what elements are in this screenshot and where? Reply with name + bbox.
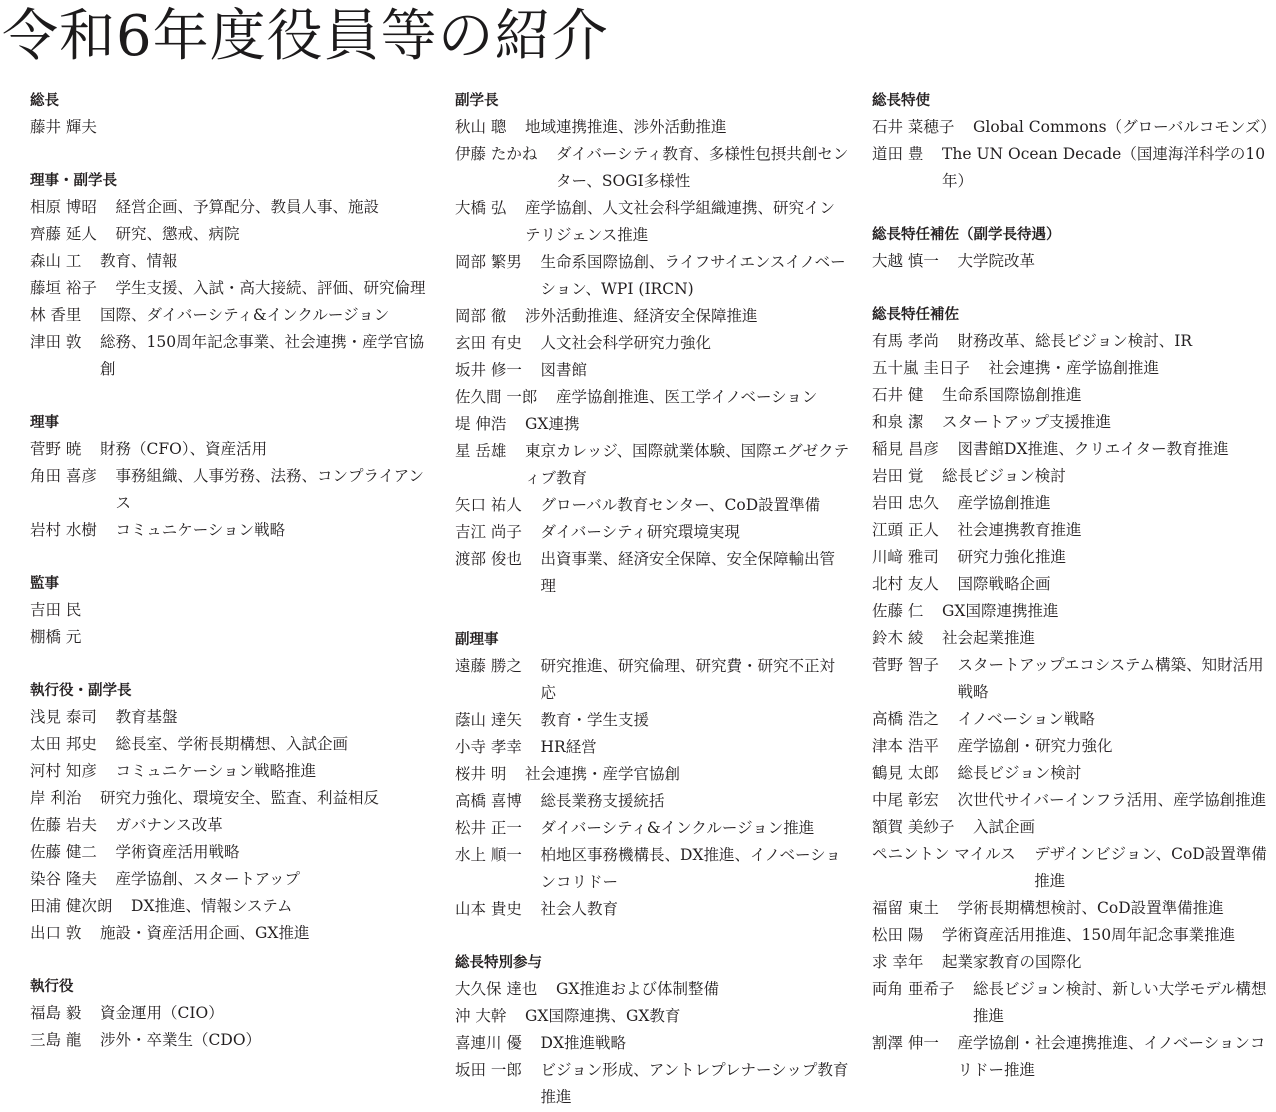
member-name: 松田 陽: [872, 926, 924, 944]
member-entry: [872, 114, 1276, 141]
member-role: 社会連携教育推進: [957, 521, 1082, 539]
member-name: 両角 亜希子: [872, 980, 955, 998]
role-section: [30, 88, 430, 141]
member-entry: [30, 436, 430, 463]
member-name: 喜連川 優: [455, 1034, 522, 1052]
member-entry: [30, 1000, 430, 1027]
member-role: Global Commons（グローバルコモンズ）: [973, 118, 1276, 136]
member-entry: [872, 814, 1272, 841]
member-entry: [30, 839, 430, 866]
section-title: 総長特使: [872, 93, 930, 109]
member-role: GX連携: [525, 415, 580, 433]
member-role: 総務、150周年記念事業、社会連携・産学官協創: [100, 333, 425, 378]
member-name: 岩村 水樹: [30, 521, 97, 539]
member-name: 高橋 浩之: [872, 710, 939, 728]
member-role: コミュニケーション戦略推進: [115, 762, 317, 780]
member-entry: [30, 812, 430, 839]
role-section: [30, 168, 430, 383]
member-name: 沖 大幹: [455, 1007, 507, 1025]
member-name: 岡部 繁男: [455, 253, 522, 271]
member-entry: [872, 841, 1272, 895]
member-entry: [872, 463, 1272, 490]
member-role: 事務組織、人事労務、法務、コンプライアンス: [115, 467, 424, 512]
member-name: 石井 健: [872, 386, 924, 404]
member-name: 大橋 弘: [455, 199, 507, 217]
member-role: 次世代サイバーインフラ活用、産学協創推進: [957, 791, 1267, 809]
member-entry: [30, 893, 430, 920]
member-name: 岸 利治: [30, 789, 82, 807]
page-title: 令和6年度役員等の紹介: [2, 4, 609, 69]
member-entry: [455, 357, 850, 384]
member-name: 川﨑 雅司: [872, 548, 939, 566]
member-name: 坂井 修一: [455, 361, 522, 379]
member-name: 三島 龍: [30, 1031, 82, 1049]
section-title: 総長特任補佐: [872, 307, 959, 323]
member-name: 津田 敦: [30, 333, 82, 351]
member-name: 佐久間 一郎: [455, 388, 538, 406]
member-name: 藤垣 裕子: [30, 279, 97, 297]
member-role: 研究、懲戒、病院: [115, 225, 240, 243]
member-entry: [455, 195, 850, 249]
member-entry: [872, 922, 1272, 949]
member-entry: [455, 976, 850, 1003]
member-entry: [872, 571, 1272, 598]
member-role: 入試企画: [973, 818, 1036, 836]
member-name: 中尾 彰宏: [872, 791, 939, 809]
member-role: 図書館DX推進、クリエイター教育推進: [957, 440, 1229, 458]
section-spacer: [455, 600, 850, 627]
member-role: 東京カレッジ、国際就業体験、国際エグゼクティブ教育: [525, 442, 850, 487]
member-name: 浅見 泰司: [30, 708, 97, 726]
member-entry: [872, 895, 1272, 922]
member-name: 江頭 正人: [872, 521, 939, 539]
member-name: 鶴見 太郎: [872, 764, 939, 782]
member-entry: [872, 1030, 1272, 1084]
member-name: 堤 伸浩: [455, 415, 507, 433]
member-role: 産学協創推進: [957, 494, 1051, 512]
member-name: 染谷 隆夫: [30, 870, 97, 888]
member-name: 求 幸年: [872, 953, 924, 971]
member-role: グローバル教育センター、CoD設置準備: [540, 496, 821, 514]
member-name: 坂田 一郎: [455, 1061, 522, 1079]
member-name: 有馬 孝尚: [872, 332, 939, 350]
member-name: 額賀 美紗子: [872, 818, 955, 836]
member-role: 国際、ダイバーシティ&インクルージョン: [100, 306, 390, 324]
member-entry: [455, 519, 850, 546]
member-name: 玄田 有史: [455, 334, 522, 352]
member-name: 佐藤 仁: [872, 602, 924, 620]
member-role: スタートアップエコシステム構築、知財活用戦略: [957, 656, 1264, 701]
member-role: 総長業務支援統括: [540, 792, 665, 810]
member-entry: [30, 920, 430, 947]
member-name: 森山 工: [30, 252, 82, 270]
member-role: 産学協創・研究力強化: [957, 737, 1113, 755]
section-spacer: [30, 141, 430, 168]
section-title: 副学長: [455, 93, 499, 109]
member-name: 岡部 徹: [455, 307, 507, 325]
member-role: HR経営: [540, 738, 597, 756]
member-name: 遠藤 勝之: [455, 657, 522, 675]
member-name: 岩田 覚: [872, 467, 924, 485]
member-entry: [455, 1003, 850, 1030]
section-spacer: [30, 383, 430, 410]
member-name: 鈴木 綾: [872, 629, 924, 647]
member-name: 藤井 輝夫: [30, 118, 97, 136]
member-entry: [30, 329, 430, 383]
member-entry: [455, 249, 850, 303]
member-entry: [30, 597, 430, 624]
section-spacer: [30, 947, 430, 974]
member-entry: [30, 704, 430, 731]
member-role: 生命系国際協創推進: [942, 386, 1082, 404]
member-name: 山本 貴史: [455, 900, 522, 918]
member-name: 佐藤 岩夫: [30, 816, 97, 834]
member-name: 菅野 智子: [872, 656, 939, 674]
member-entry: [872, 652, 1272, 706]
member-name: 石井 菜穂子: [872, 118, 955, 136]
member-entry: [455, 330, 850, 357]
member-name: 小寺 孝幸: [455, 738, 522, 756]
member-role: 生命系国際協創、ライフサイエンスイノベーション、WPI (IRCN): [540, 253, 846, 298]
member-name: 吉江 尚子: [455, 523, 522, 541]
member-role: 社会連携・産学官協創: [525, 765, 681, 783]
section-title: 総長特任補佐（副学長待遇）: [872, 227, 1061, 243]
member-role: 総長ビジョン検討: [957, 764, 1082, 782]
member-name: 道田 豊: [872, 145, 924, 163]
member-entry: [455, 438, 850, 492]
member-name: 五十嵐 圭日子: [872, 359, 970, 377]
member-role: 教育基盤: [115, 708, 178, 726]
column-3: [872, 88, 1276, 1084]
member-name: 岩田 忠久: [872, 494, 939, 512]
section-spacer: [872, 195, 1272, 222]
section-title: 総長特別参与: [455, 955, 542, 971]
member-entry: [30, 1027, 430, 1054]
member-name: 和泉 潔: [872, 413, 924, 431]
member-entry: [872, 625, 1272, 652]
member-name: 福留 東土: [872, 899, 939, 917]
member-name: 林 香里: [30, 306, 82, 324]
member-entry: [30, 758, 430, 785]
member-role: ビジョン形成、アントレプレナーシップ教育推進: [540, 1061, 849, 1106]
member-entry: [872, 328, 1272, 355]
member-entry: [455, 546, 850, 600]
member-entry: [872, 436, 1272, 463]
member-entry: [872, 382, 1272, 409]
member-role: 人文社会科学研究力強化: [540, 334, 712, 352]
role-section: [30, 410, 430, 544]
member-role: 社会連携・産学協創推進: [988, 359, 1160, 377]
member-name: 矢口 祐人: [455, 496, 522, 514]
member-role: 研究力強化、環境安全、監査、利益相反: [100, 789, 380, 807]
member-name: 相原 博昭: [30, 198, 97, 216]
member-name: 齊藤 延人: [30, 225, 97, 243]
member-role: 涉外・卒業生（CDO）: [100, 1031, 262, 1049]
member-entry: [872, 409, 1272, 436]
member-name: 星 岳雄: [455, 442, 507, 460]
member-entry: [30, 248, 430, 275]
member-entry: [455, 1057, 850, 1111]
member-name: 田浦 健次朗: [30, 897, 113, 915]
member-entry: [30, 194, 430, 221]
member-role: 社会起業推進: [942, 629, 1036, 647]
member-role: DX推進戦略: [540, 1034, 626, 1052]
member-entry: [872, 706, 1272, 733]
role-section: [455, 88, 850, 600]
section-spacer: [455, 923, 850, 950]
role-section: [30, 571, 430, 651]
role-section: [872, 222, 1272, 275]
section-title: 執行役: [30, 979, 74, 995]
member-entry: [30, 624, 430, 651]
member-name: 吉田 民: [30, 601, 82, 619]
member-name: 大越 慎一: [872, 252, 939, 270]
member-entry: [30, 866, 430, 893]
member-role: 柏地区事務機構長、DX推進、イノベーションコリドー: [540, 846, 841, 891]
member-role: 産学協創、人文社会科学組織連携、研究インテリジェンス推進: [525, 199, 836, 244]
member-entry: [30, 785, 430, 812]
member-entry: [872, 733, 1272, 760]
member-entry: [872, 248, 1272, 275]
section-title: 監事: [30, 576, 59, 592]
member-entry: [455, 384, 850, 411]
member-role: 国際戦略企画: [957, 575, 1051, 593]
member-entry: [30, 114, 430, 141]
member-entry: [872, 949, 1272, 976]
member-role: 学術長期構想検討、CoD設置準備推進: [957, 899, 1224, 917]
member-entry: [30, 517, 430, 544]
member-name: 松井 正一: [455, 819, 522, 837]
member-entry: [872, 544, 1272, 571]
member-name: 福島 毅: [30, 1004, 82, 1022]
member-role: 出資事業、経済安全保障、安全保障輸出管理: [540, 550, 836, 595]
member-name: ペニントン マイルス: [872, 845, 1016, 863]
member-entry: [30, 731, 430, 758]
member-name: 菅野 暁: [30, 440, 82, 458]
member-name: 伊藤 たかね: [455, 145, 538, 163]
member-role: GX推進および体制整備: [556, 980, 719, 998]
member-role: ダイバーシティ研究環境実現: [540, 523, 740, 541]
section-title: 副理事: [455, 632, 499, 648]
member-entry: [455, 734, 850, 761]
member-entry: [872, 490, 1272, 517]
member-name: 秋山 聰: [455, 118, 507, 136]
role-section: [30, 974, 430, 1054]
member-name: 蔭山 達矢: [455, 711, 522, 729]
member-role: 総長室、学術長期構想、入試企画: [115, 735, 349, 753]
member-role: 財務改革、総長ビジョン検討、IR: [957, 332, 1193, 350]
member-role: 産学協創、スタートアップ: [115, 870, 300, 888]
member-entry: [455, 761, 850, 788]
column-2: [455, 88, 850, 1111]
member-entry: [872, 787, 1272, 814]
member-role: 産学協創・社会連携推進、イノベーションコリドー推進: [957, 1034, 1266, 1079]
section-title: 理事・副学長: [30, 173, 117, 189]
member-role: 学術資産活用推進、150周年記念事業推進: [942, 926, 1236, 944]
member-entry: [455, 492, 850, 519]
member-name: 高橋 喜博: [455, 792, 522, 810]
section-title: 理事: [30, 415, 59, 431]
member-role: ダイバーシティ教育、多様性包摂共創センター、SOGI多様性: [556, 145, 849, 190]
column-1: [30, 88, 430, 1054]
member-name: 佐藤 健二: [30, 843, 97, 861]
member-entry: [455, 141, 850, 195]
member-role: DX推進、情報システム: [131, 897, 293, 915]
member-entry: [872, 355, 1272, 382]
section-title: 総長: [30, 93, 59, 109]
member-role: 資金運用（CIO）: [100, 1004, 224, 1022]
member-role: 学生支援、入試・高大接続、評価、研究倫理: [115, 279, 426, 297]
member-role: 地域連携推進、渉外活動推進: [525, 118, 727, 136]
member-name: 割澤 伸一: [872, 1034, 939, 1052]
member-role: スタートアップ支援推進: [942, 413, 1111, 431]
role-section: [872, 302, 1272, 1084]
member-role: 研究推進、研究倫理、研究費・研究不正対応: [540, 657, 836, 702]
section-spacer: [30, 544, 430, 571]
member-entry: [455, 653, 850, 707]
member-role: 総長ビジョン検討、新しい大学モデル構想推進: [973, 980, 1267, 1025]
member-role: デザインビジョン、CoD設置準備推進: [1034, 845, 1267, 890]
role-section: [455, 627, 850, 923]
member-name: 稲見 昌彦: [872, 440, 939, 458]
section-spacer: [872, 275, 1272, 302]
member-role: 施設・資産活用企画、GX推進: [100, 924, 310, 942]
member-role: ダイバーシティ&インクルージョン推進: [540, 819, 815, 837]
member-entry: [455, 788, 850, 815]
member-role: 経営企画、予算配分、教員人事、施設: [115, 198, 380, 216]
member-role: 研究力強化推進: [957, 548, 1067, 566]
member-entry: [455, 1030, 850, 1057]
member-role: 教育、情報: [100, 252, 178, 270]
member-name: 角田 喜彦: [30, 467, 97, 485]
member-entry: [455, 411, 850, 438]
member-name: 出口 敦: [30, 924, 82, 942]
role-section: [455, 950, 850, 1111]
member-role: 財務（CFO）、資産活用: [100, 440, 268, 458]
member-entry: [30, 463, 430, 517]
member-entry: [455, 842, 850, 896]
member-entry: [872, 141, 1272, 195]
section-title: 執行役・副学長: [30, 683, 132, 699]
member-name: 北村 友人: [872, 575, 939, 593]
member-role: 涉外活動推進、経済安全保障推進: [525, 307, 758, 325]
member-role: ガバナンス改革: [115, 816, 223, 834]
member-role: GX国際連携推進: [942, 602, 1059, 620]
member-entry: [455, 114, 850, 141]
member-entry: [872, 760, 1272, 787]
member-role: 学術資産活用戦略: [115, 843, 240, 861]
member-name: 渡部 俊也: [455, 550, 522, 568]
member-entry: [30, 302, 430, 329]
role-section: [30, 678, 430, 947]
member-name: 棚橋 元: [30, 628, 82, 646]
member-name: 河村 知彦: [30, 762, 97, 780]
member-entry: [455, 303, 850, 330]
member-role: イノベーション戦略: [957, 710, 1095, 728]
member-name: 津本 浩平: [872, 737, 939, 755]
member-role: 総長ビジョン検討: [942, 467, 1066, 485]
member-entry: [30, 275, 430, 302]
member-entry: [455, 815, 850, 842]
member-role: 起業家教育の国際化: [942, 953, 1082, 971]
member-name: 桜井 明: [455, 765, 507, 783]
member-entry: [872, 976, 1272, 1030]
member-role: GX国際連携、GX教育: [525, 1007, 681, 1025]
member-name: 水上 順一: [455, 846, 522, 864]
member-name: 大久保 達也: [455, 980, 538, 998]
member-role: コミュニケーション戦略: [115, 521, 286, 539]
member-role: 大学院改革: [957, 252, 1036, 270]
member-role: The UN Ocean Decade（国連海洋科学の10年）: [942, 145, 1266, 190]
member-entry: [872, 598, 1272, 625]
section-spacer: [30, 651, 430, 678]
member-entry: [455, 707, 850, 734]
member-role: 教育・学生支援: [540, 711, 650, 729]
member-entry: [30, 221, 430, 248]
member-entry: [872, 517, 1272, 544]
member-name: 太田 邦史: [30, 735, 97, 753]
member-entry: [455, 896, 850, 923]
role-section: [872, 88, 1276, 195]
member-role: 図書館: [540, 361, 588, 379]
member-role: 社会人教育: [540, 900, 619, 918]
member-role: 産学協創推進、医工学イノベーション: [556, 388, 818, 406]
